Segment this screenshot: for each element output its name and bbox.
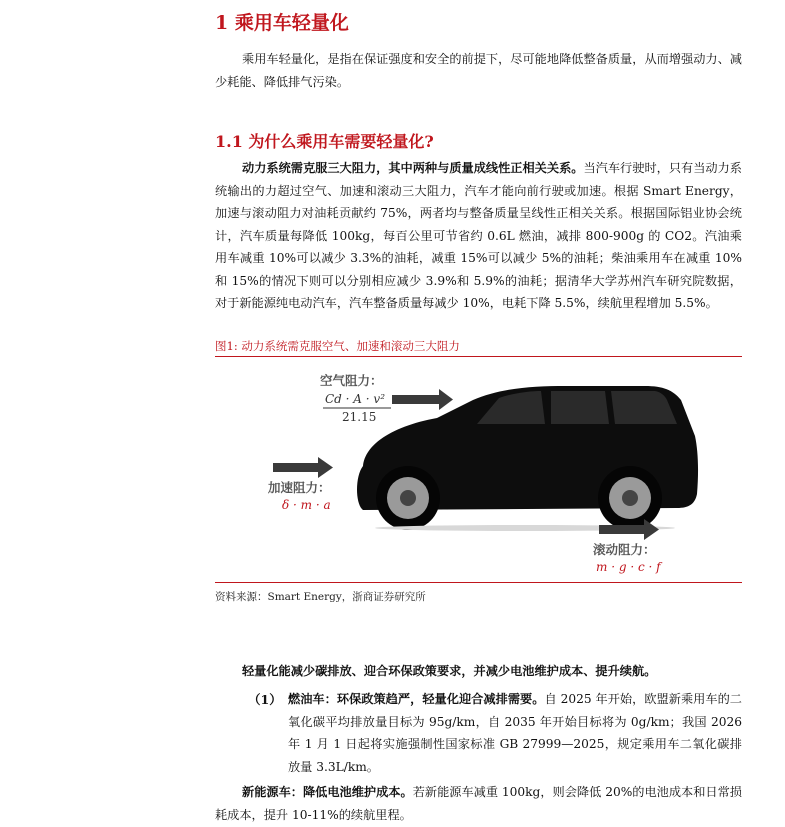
figure-top-rule (215, 356, 742, 357)
figure-source: 资料来源：Smart Energy，浙商证券研究所 (215, 591, 426, 603)
figure-resistance-diagram (215, 358, 742, 580)
air-resistance-label: 空气阻力： (320, 373, 383, 388)
paragraph-1 (215, 157, 742, 315)
figure-caption: 图1: 动力系统需克服空气、加速和滚动三大阻力 (215, 339, 460, 353)
list-item-1 (288, 688, 742, 778)
figure-bottom-rule (215, 582, 742, 583)
air-resistance-denominator: 21.15 (342, 410, 377, 424)
list-item-1-lead: 燃油车：环保政策趋严，轻量化迎合减排需要。 (288, 692, 545, 706)
paragraph-2-lead: 轻量化能减少碳排放、迎合环保政策要求，并减少电池维护成本、提升续航。 (242, 664, 657, 678)
paragraph-1-lead: 动力系统需克服三大阻力，其中两种与质量成线性正相关关系。 (242, 161, 584, 175)
paragraph-1-body: 当汽车行驶时，只有当动力系统输出的力超过空气、加速和滚动三大阻力，汽车才能向前行驶或加速。根据 Smart Energy，加速与滚动阻力对油耗贡献约 75%，两者均与整备质量呈线性正相关关系。根据国际铝业协会统计，汽车质量每降低 100kg，每百公里可节省约 0.6L 燃油，减排 800-900g 的 CO2。汽油乘用车减重 10%可以减少 3.3%的油耗，减重 15%可以减少 5%的油耗；柴油乘用车在减重 10%和 15%的情况下则可以分别相应减少 3.9%和 5.9%的油耗；据清华大学苏州汽车研究院数据，对于新能源纯电动汽车，汽车整备质量每减少 10%，电耗下降 5.5%，续航里程增加 5.5%。 (215, 161, 742, 310)
rolling-resistance-formula: m · g · c · f (596, 560, 661, 574)
air-arrow-icon (392, 389, 453, 410)
accel-arrow-icon (273, 457, 333, 478)
paragraph-3 (215, 781, 742, 826)
paragraph-3-lead: 新能源车：降低电池维护成本。 (242, 785, 413, 799)
air-resistance-numerator: Cd · A · v² (325, 392, 386, 406)
section-title: 1 乘用车轻量化 (215, 12, 349, 34)
car-resistance-svg (215, 358, 742, 580)
paragraph-3-body: 若新能源车减重 100kg，则会降低 20%的电池成本和日常损耗成本，提升 10-11%的续航里程。 (215, 785, 742, 822)
paragraph-2 (215, 660, 742, 683)
list-item-1-body: 自 2025 年开始，欧盟新乘用车的二氧化碳平均排放量目标为 95g/km，自 2035 年开始目标将为 0g/km；我国 2026 年 1 月 1 日起将实施强制性国家标准 GB 27999—2025，规定乘用车二氧化碳排放量 3.3L/km。 (288, 692, 742, 774)
list-item-number: （1） (248, 692, 282, 707)
accel-resistance-label: 加速阻力： (268, 480, 331, 495)
accel-resistance-formula: δ · m · a (282, 498, 331, 512)
intro-paragraph: 乘用车轻量化，是指在保证强度和安全的前提下，尽可能地降低整备质量，从而增强动力、减少耗能、降低排气污染。 (215, 52, 742, 89)
subsection-title: 1.1 为什么乘用车需要轻量化? (215, 132, 434, 151)
car-icon (357, 386, 698, 531)
rolling-resistance-label: 滚动阻力： (593, 542, 656, 557)
